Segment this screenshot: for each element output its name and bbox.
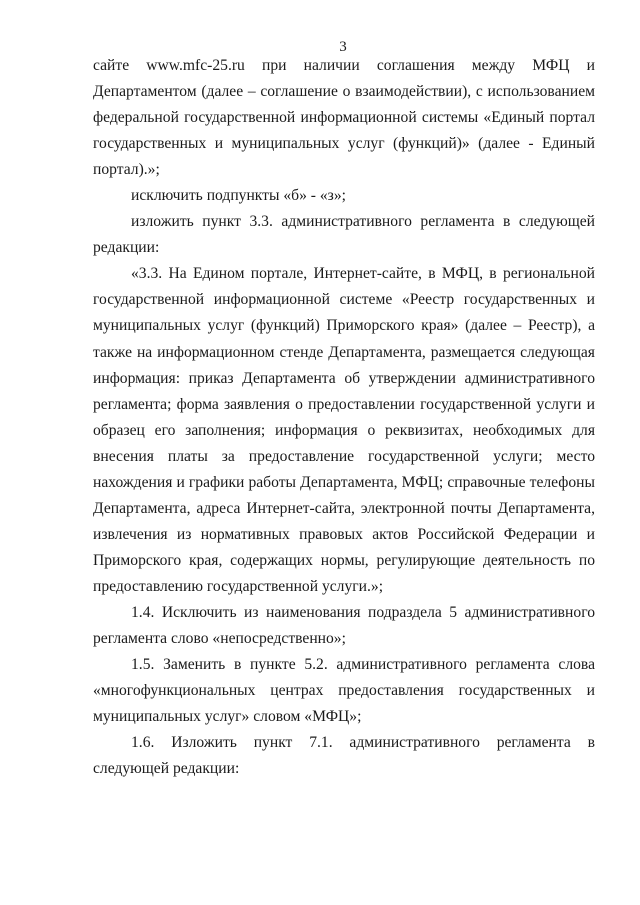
paragraph-item-1-4: 1.4. Исключить из наименования подраздела 5 административного регламента слово «непосредственно»;	[93, 603, 595, 648]
page-number: 3	[339, 39, 347, 55]
paragraph-item-1-5: 1.5. Заменить в пункте 5.2. административного регламента слова «многофункциональных центрах предоставления государственных и муниципальных услуг» словом «МФЦ»;	[93, 656, 595, 726]
paragraph-continuation: сайте www.mfc-25.ru при наличии соглашения между МФЦ и Департаментом (далее – соглашение о взаимодействии), с использованием федеральной государственной информационной системы «Единый портал государственных и муниципальных услуг (функций)» (далее - Единый портал).»;	[93, 57, 595, 179]
paragraph-exclude-subitems: исключить подпункты «б» - «з»;	[131, 187, 346, 205]
paragraph-item-3-3: «3.3. На Едином портале, Интернет-сайте, в МФЦ, в региональной государственной информационной системе «Реестр государственных и муниципальных услуг (функций) Приморского края» (далее – Реестр), а также на информационном стенде Департамента, размещается следующая информация: приказ Департамента об утверждении административного регламента; форма заявления о предоставлении государственной услуги и образец его заполнения; информация о реквизитах, необходимых для внесения платы за предоставление государственной услуги; место нахождения и графики работы Департамента, МФЦ; справочные телефоны Департамента, адреса Интернет-сайта, электронной почты Департамента, извлечения из нормативных правовых актов Российской Федерации и Приморского края, содержащих нормы, регулирующие деятельность по предоставлению государственной услуги.»;	[93, 265, 595, 595]
paragraph-item-1-6: 1.6. Изложить пункт 7.1. административного регламента в следующей редакции:	[93, 734, 595, 778]
paragraph-restate-3-3: изложить пункт 3.3. административного регламента в следующей редакции:	[93, 213, 595, 257]
document-body	[93, 53, 595, 782]
